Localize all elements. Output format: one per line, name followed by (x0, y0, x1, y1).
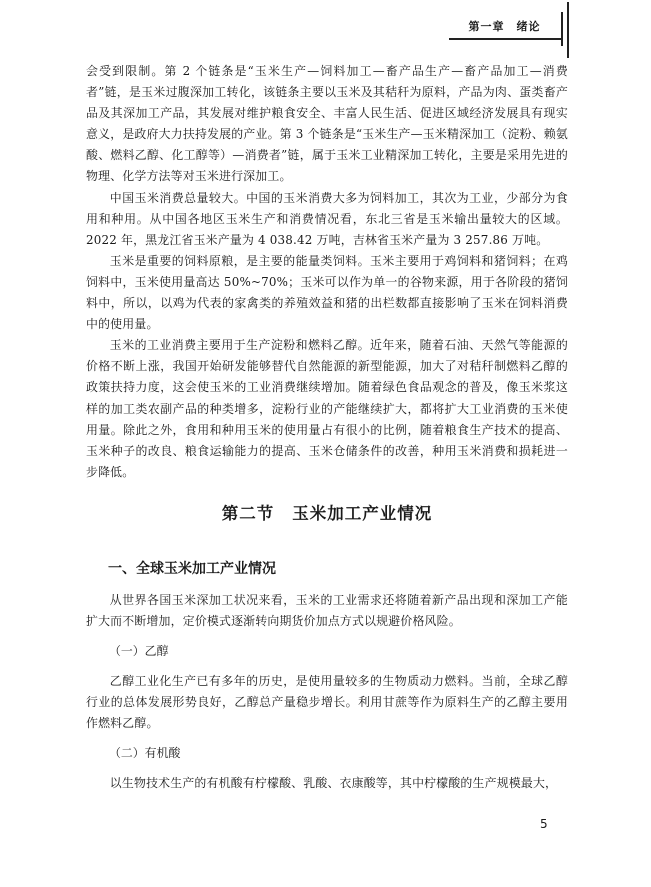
subheading: 一、全球玉米加工产业情况 (108, 561, 276, 577)
body-text-top (86, 61, 568, 483)
section-title (86, 500, 568, 524)
paragraph-industrial: 玉米的工业消费主要用于生产淀粉和燃料乙醇。近年来，随着石油、天然气等能源的价格不断上涨，我国开始研发能够替代自然能源的新型能源，加大了对秸秆制燃料乙醇的政策扶持力度，这会使玉米的工业消费继续增加。随着绿色食品观念的普及，像玉米浆这样的加工类农副产品的种类增多，淀粉行业的产能继续扩大，都将扩大工业消费的玉米使用量。除此之外，食用和种用玉米的使用量占有很小的比例，随着粮食生产技术的提高、玉米种子的改良、粮食运输能力的提高、玉米仓储条件的改善，种用玉米消费和损耗进一步降低。 (86, 338, 568, 479)
section-name: 玉米加工产业情况 (292, 504, 433, 523)
paragraph-feed: 玉米是重要的饲料原粮，是主要的能量类饲料。玉米主要用于鸡饲料和猪饲料；在鸡饲料中，玉米使用量高达 50%~70%；玉米可以作为单一的谷物来源，用于各阶段的猪饲料中，所以，以鸡为代表的家禽类的养殖效益和猪的出栏数都直接影响了玉米在饲料消费中的使用量。 (86, 253, 568, 332)
header-underline (449, 38, 563, 40)
item-ethanol-text: 乙醇工业化生产已有多年的历史，是使用量较多的生物质动力燃料。当前，全球乙醇行业的总体发展形势良好，乙醇总产量稳步增长。利用甘蔗等作为原料生产的乙醇主要用作燃料乙醇。 (86, 674, 568, 731)
header-vertical-rule (561, 12, 563, 46)
item-organic-acid-text: 以生物技术生产的有机酸有柠檬酸、乳酸、衣康酸等，其中柠檬酸的生产规模最大， (109, 776, 558, 791)
paragraph-chain-continuation: 会受到限制。第 2 个链条是“玉米生产—饲料加工—畜产品生产—畜产品加工—消费者”链，是玉米过腹深加工转化，该链条主要以玉米及其秸秆为原料，产品为肉、蛋类畜产品及其深加工产品，其发展对维护粮食安全、丰富人民生活、促进区域经济发展具有现实意义，是政府大力扶持发展的产业。第 3 个链条是“玉米生产—玉米精深加工（淀粉、赖氨酸、燃料乙醇、化工醇等）—消费者”链，属于玉米工业精深加工转化，主要是采用先进的物理、化学方法等对玉米进行深加工。 (86, 64, 568, 184)
paragraph-consumption: 中国玉米消费总量较大。中国的玉米消费大多为饲料加工，其次为工业，少部分为食用和种用。从中国各地区玉米生产和消费情况看，东北三省是玉米输出量较大的区域。2022 年，黑龙江省玉米产量为 4 038.42 万吨，吉林省玉米产量为 3 257.86 万吨。 (86, 190, 568, 247)
body-text-bottom (86, 590, 568, 795)
paragraph-intro: 从世界各国玉米深加工状况来看，玉米的工业需求还将随着新产品出现和深加工产能扩大而不断增加，定价模式逐渐转向期货价加点方式以规避价格风险。 (86, 593, 568, 629)
header-corner-rule (567, 2, 569, 58)
item-organic-acid-heading: （二）有机酸 (109, 746, 181, 761)
running-header: 第一章 绪论 (468, 20, 541, 33)
page-number: 5 (540, 817, 548, 831)
item-ethanol-heading: （一）乙醇 (109, 644, 169, 659)
section-number: 第二节 (221, 504, 275, 523)
